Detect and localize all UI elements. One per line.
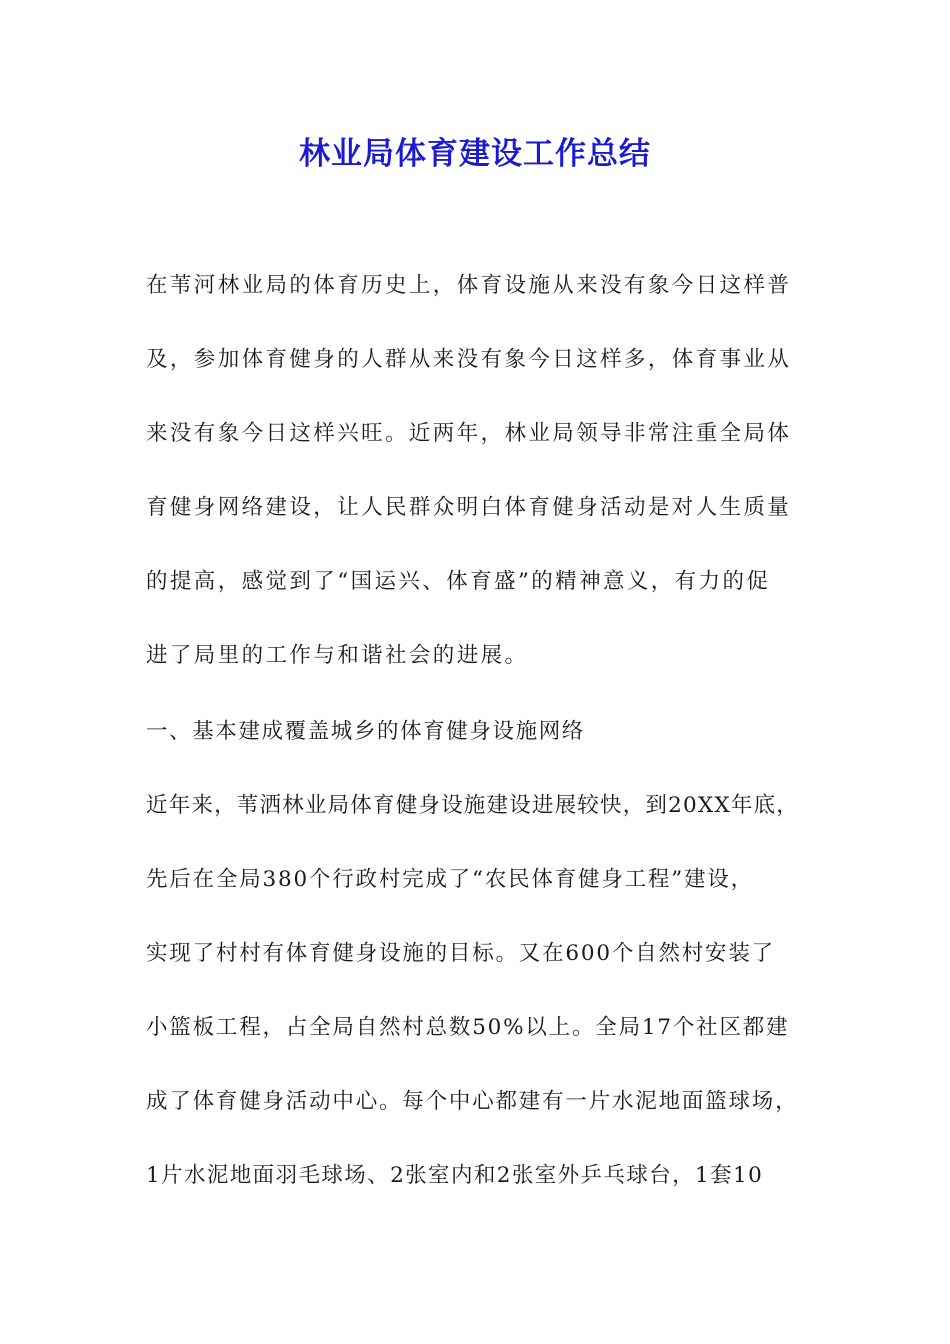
paragraph-1-line-2: 及，参加体育健身的人群从来没有象今日这样多，体育事业从 bbox=[146, 347, 792, 372]
paragraph-2-line-4: 小篮板工程，占全局自然村总数50%以上。全局17个社区都建 bbox=[146, 1015, 790, 1040]
paragraph-2-line-6: 1片水泥地面羽毛球场、2张室内和2张室外乒乓球台，1套10 bbox=[146, 1163, 764, 1188]
paragraph-2-line-5: 成了体育健身活动中心。每个中心都建有一片水泥地面篮球场， bbox=[146, 1089, 799, 1114]
paragraph-1-line-5: 的提高，感觉到了“国运兴、体育盛”的精神意义，有力的促 bbox=[146, 569, 771, 594]
paragraph-2-line-3: 实现了村村有体育健身设施的目标。又在600个自然村安装了 bbox=[146, 941, 775, 966]
paragraph-1-line-1: 在苇河林业局的体育历史上，体育设施从来没有象今日这样普 bbox=[146, 273, 792, 298]
paragraph-2-line-2: 先后在全局380个行政村完成了“农民体育健身工程”建设， bbox=[146, 867, 754, 892]
paragraph-1-line-6: 进了局里的工作与和谐社会的进展。 bbox=[146, 643, 529, 668]
paragraph-2-line-1: 近年来，苇洒林业局体育健身设施建设进展较快，到20XX年底， bbox=[146, 793, 799, 818]
section-1-heading: 一、基本建成覆盖城乡的体育健身设施网络 bbox=[146, 719, 585, 744]
document-title: 林业局体育建设工作总结 bbox=[299, 136, 651, 172]
paragraph-1-line-3: 来没有象今日这样兴旺。近两年，林业局领导非常注重全局体 bbox=[146, 421, 792, 446]
paragraph-1-line-4: 育健身网络建设，让人民群众明白体育健身活动是对人生质量 bbox=[146, 495, 792, 520]
